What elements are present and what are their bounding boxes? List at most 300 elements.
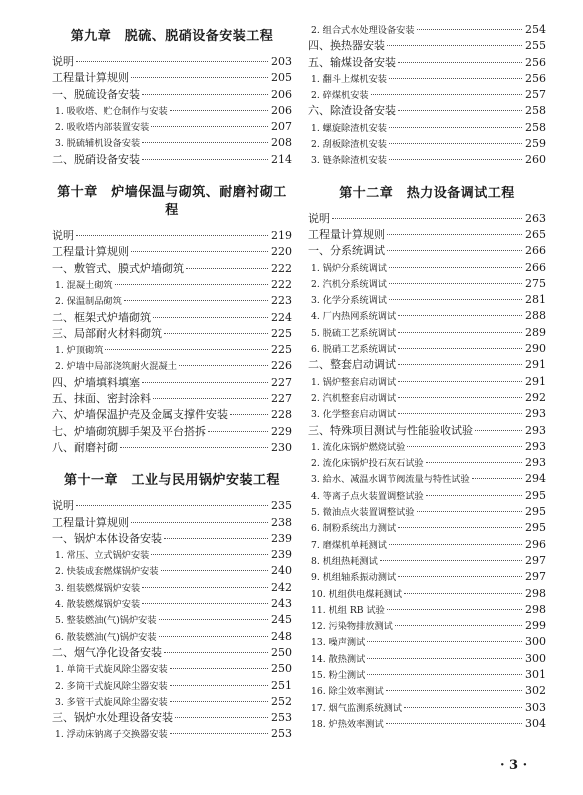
entry-page-number: 297 (525, 553, 546, 567)
chapter-spacer (52, 168, 292, 178)
dot-leader (417, 511, 522, 512)
dot-leader (398, 332, 522, 333)
dot-leader (76, 235, 268, 236)
toc-subentry[interactable] (308, 471, 546, 487)
dot-leader (142, 142, 268, 143)
toc-entry[interactable] (308, 227, 546, 243)
entry-page-number: 300 (525, 635, 546, 649)
toc-subentry[interactable] (308, 406, 546, 422)
dot-leader (380, 560, 522, 561)
dot-leader (76, 61, 268, 62)
entry-page-number: 260 (525, 153, 546, 167)
dot-leader (398, 413, 522, 414)
dot-leader (164, 538, 268, 539)
dot-leader (389, 544, 522, 545)
entry-title: 1. 混凝土砌筑 (55, 279, 113, 291)
entry-title: 1. 吸收塔、贮仓制作与安装 (55, 105, 168, 117)
entry-title: 1. 翻斗上煤机安装 (311, 73, 387, 85)
dot-leader (404, 593, 522, 594)
entry-page-number: 206 (271, 103, 292, 117)
entry-page-number: 301 (525, 667, 546, 681)
dot-leader (367, 674, 522, 675)
entry-title: 说明 (52, 55, 74, 68)
entry-page-number: 223 (271, 294, 292, 308)
toc-subentry[interactable] (52, 277, 292, 293)
entry-page-number: 297 (525, 570, 546, 584)
dot-leader (426, 495, 522, 496)
entry-page-number: 257 (525, 88, 546, 102)
toc-subentry[interactable] (52, 342, 292, 358)
dot-leader (208, 431, 268, 432)
entry-title: 14. 散热测试 (311, 653, 366, 665)
entry-title: 6. 脱硝工艺系统调试 (311, 344, 397, 356)
toc-entry[interactable] (52, 261, 292, 277)
toc-entry[interactable] (52, 54, 292, 70)
entry-page-number: 251 (271, 678, 292, 692)
toc-subentry[interactable] (308, 586, 546, 602)
dot-leader (142, 382, 268, 383)
dot-leader (170, 110, 268, 111)
entry-title: 3. 化学分系统调试 (311, 295, 387, 307)
entry-page-number: 256 (525, 71, 546, 85)
entry-title: 2. 吸收塔内部装置安装 (55, 122, 150, 134)
chapter-spacer (52, 456, 292, 466)
entry-page-number: 203 (271, 55, 292, 68)
dot-leader (389, 267, 522, 268)
entry-page-number: 255 (525, 39, 546, 53)
toc-subentry[interactable] (52, 661, 292, 677)
dot-leader (120, 447, 268, 448)
entry-title: 2. 保温制品砌筑 (55, 296, 122, 308)
dot-leader (142, 603, 268, 604)
dot-leader (367, 658, 522, 659)
chapter-spacer (308, 169, 546, 179)
toc-subentry[interactable] (52, 547, 292, 563)
entry-page-number: 254 (525, 23, 546, 36)
entry-page-number: 293 (525, 456, 546, 470)
toc-entry[interactable] (52, 310, 292, 326)
entry-page-number: 228 (271, 408, 292, 422)
entry-title: 15. 粉尘测试 (311, 669, 366, 681)
dot-leader (153, 398, 268, 399)
entry-title: 2. 汽机整套启动调试 (311, 392, 397, 404)
entry-title: 三、锅炉水处理设备安装 (52, 711, 173, 725)
toc-entry[interactable] (52, 440, 292, 456)
entry-page-number: 293 (525, 439, 546, 453)
entry-page-number: 295 (525, 488, 546, 502)
dot-leader (186, 268, 268, 269)
toc-entry[interactable] (52, 87, 292, 103)
dot-leader (164, 652, 268, 653)
entry-title: 2. 刮板除渣机安装 (311, 139, 387, 151)
entry-title: 二、框架式炉墙砌筑 (52, 310, 151, 324)
dot-leader (472, 478, 522, 479)
entry-page-number: 275 (525, 276, 546, 290)
entry-title: 说明 (308, 211, 330, 225)
dot-leader (170, 733, 268, 734)
toc-entry[interactable] (308, 103, 546, 119)
toc-subentry[interactable] (52, 135, 292, 151)
toc-subentry[interactable] (308, 276, 546, 292)
dot-leader (389, 143, 522, 144)
toc-subentry[interactable] (52, 358, 292, 374)
toc-subentry[interactable] (308, 700, 546, 716)
entry-title: 工程量计算规则 (52, 71, 129, 85)
entry-title: 四、炉墙填料填塞 (52, 375, 140, 389)
dot-leader (404, 707, 522, 708)
entry-page-number: 239 (271, 531, 292, 545)
entry-title: 6. 制粉系统出力测试 (311, 523, 397, 535)
chapter-title: 第十二章 热力设备调试工程 (339, 185, 515, 201)
chapter-title: 第十一章 工业与民用锅炉安装工程 (63, 473, 280, 489)
entry-page-number: 239 (271, 548, 292, 562)
toc-subentry[interactable] (308, 716, 546, 732)
entry-page-number: 245 (271, 613, 292, 627)
dot-leader (371, 94, 522, 95)
entry-page-number: 295 (525, 505, 546, 519)
toc-subentry[interactable] (52, 563, 292, 579)
entry-title: 5. 微油点火装置调整试验 (311, 507, 415, 519)
toc-subentry[interactable] (52, 678, 292, 694)
entry-page-number: 227 (271, 375, 292, 389)
toc-subentry[interactable] (308, 488, 546, 504)
toc-entry[interactable] (52, 375, 292, 391)
entry-page-number: 300 (525, 651, 546, 665)
toc-subentry[interactable] (308, 390, 546, 406)
entry-page-number: 214 (271, 152, 292, 166)
dot-leader (398, 576, 522, 577)
entry-page-number: 222 (271, 277, 292, 291)
dot-leader (387, 234, 522, 235)
toc-subentry[interactable] (52, 694, 292, 710)
entry-page-number: 243 (271, 597, 292, 611)
dot-leader (386, 723, 522, 724)
toc-entry[interactable] (52, 407, 292, 423)
dot-leader (159, 636, 268, 637)
entry-page-number: 222 (271, 261, 292, 275)
entry-title: 10. 机组供电煤耗测试 (311, 588, 403, 600)
dot-leader (398, 62, 522, 63)
dot-leader (398, 110, 522, 111)
entry-title: 1. 单筒干式旋风除尘器安装 (55, 664, 168, 676)
entry-title: 二、整套启动调试 (308, 358, 396, 372)
entry-title: 工程量计算规则 (52, 515, 129, 529)
entry-title: 7. 磨煤机单耗测试 (311, 539, 387, 551)
dot-leader (386, 690, 522, 691)
toc-subentry[interactable] (308, 136, 546, 152)
toc-entry[interactable] (52, 424, 292, 440)
toc-subentry[interactable] (308, 520, 546, 536)
chapter-title: 第十章 炉墙保温与砌筑、耐磨衬砌工程 (57, 185, 287, 219)
entry-page-number: 296 (525, 537, 546, 551)
toc-entry[interactable] (308, 55, 546, 71)
entry-title: 3. 給水、减温水调节阀流量与特性试验 (311, 474, 470, 486)
entry-page-number: 266 (525, 260, 546, 274)
dot-leader (175, 717, 268, 718)
dot-leader (398, 315, 522, 316)
toc-subentry[interactable] (52, 612, 292, 628)
entry-title: 12. 污染物排放测试 (311, 621, 393, 633)
entry-page-number: 253 (271, 711, 292, 725)
entry-page-number: 225 (271, 326, 292, 340)
entry-page-number: 224 (271, 310, 292, 324)
chapter-title: 第九章 脱硫、脱硝设备安装工程 (70, 29, 274, 44)
entry-title: 工程量计算规则 (52, 245, 129, 259)
entry-page-number: 288 (525, 309, 546, 323)
entry-page-number: 252 (271, 694, 292, 708)
entry-page-number: 208 (271, 136, 292, 150)
dot-leader (159, 619, 268, 620)
entry-page-number: 256 (525, 55, 546, 69)
toc-subentry[interactable] (308, 22, 546, 38)
entry-title: 1. 炉顶砌筑 (55, 345, 104, 357)
dot-leader (398, 397, 522, 398)
dot-leader (426, 462, 522, 463)
entry-page-number: 293 (525, 407, 546, 421)
dot-leader (475, 430, 522, 431)
dot-leader (398, 527, 522, 528)
entry-title: 3. 多管干式旋风除尘器安装 (55, 696, 168, 708)
dot-leader (142, 159, 268, 160)
dot-leader (389, 78, 522, 79)
entry-title: 2. 组合式水处理设备安装 (311, 25, 415, 36)
toc-entry[interactable] (52, 498, 292, 514)
toc-subentry[interactable] (308, 341, 546, 357)
toc-subentry[interactable] (52, 726, 292, 742)
toc-subentry[interactable] (308, 569, 546, 585)
entry-page-number: 266 (525, 244, 546, 258)
entry-title: 说明 (52, 499, 74, 513)
entry-page-number: 250 (271, 645, 292, 659)
toc-subentry[interactable] (308, 455, 546, 471)
dot-leader (387, 45, 522, 46)
entry-page-number: 298 (525, 586, 546, 600)
toc-subentry[interactable] (308, 537, 546, 553)
toc-subentry[interactable] (308, 439, 546, 455)
toc-subentry[interactable] (308, 683, 546, 699)
entry-title: 1. 螺旋除渣机安装 (311, 122, 387, 134)
entry-page-number: 242 (271, 580, 292, 594)
toc-subentry[interactable] (308, 152, 546, 168)
toc-subentry[interactable] (52, 580, 292, 596)
dot-leader (398, 364, 522, 365)
toc-subentry[interactable] (308, 618, 546, 634)
entry-title: 6. 散装燃油(气)锅炉安装 (55, 631, 157, 643)
entry-page-number: 281 (525, 293, 546, 307)
entry-page-number: 293 (525, 423, 546, 437)
entry-page-number: 304 (525, 716, 546, 730)
toc-entry[interactable] (308, 243, 546, 259)
dot-leader (170, 668, 268, 669)
entry-page-number: 248 (271, 629, 292, 643)
toc-subentry[interactable] (52, 119, 292, 135)
entry-title: 16. 除尘效率测试 (311, 686, 384, 698)
dot-leader (170, 701, 268, 702)
dot-leader (332, 218, 522, 219)
toc-subentry[interactable] (308, 71, 546, 87)
entry-title: 2. 汽机分系统调试 (311, 278, 387, 290)
toc-subentry[interactable] (308, 292, 546, 308)
entry-title: 四、换热器安装 (308, 39, 385, 53)
toc-entry[interactable] (308, 38, 546, 54)
entry-title: 五、抹面、密封涂料 (52, 392, 151, 406)
toc-subentry[interactable] (308, 87, 546, 103)
toc-subentry[interactable] (308, 504, 546, 520)
entry-page-number: 291 (525, 374, 546, 388)
entry-title: 六、炉墙保温护壳及金属支撑件安装 (52, 408, 228, 422)
toc-subentry[interactable] (308, 602, 546, 618)
entry-title: 七、炉墙砌筑脚手架及平台搭拆 (52, 424, 206, 438)
entry-page-number: 227 (271, 392, 292, 406)
toc-left-column (52, 22, 292, 743)
toc-entry[interactable] (308, 211, 546, 227)
toc-subentry[interactable] (308, 260, 546, 276)
toc-entry[interactable] (52, 228, 292, 244)
toc-entry[interactable] (52, 531, 292, 547)
entry-title: 一、分系统调试 (308, 244, 385, 258)
entry-title: 八、耐磨衬砌 (52, 440, 118, 454)
toc-subentry[interactable] (52, 103, 292, 119)
entry-page-number: 265 (525, 227, 546, 241)
dot-leader (389, 283, 522, 284)
entry-title: 17. 烟气监测系统测试 (311, 702, 403, 714)
entry-page-number: 230 (271, 440, 292, 454)
entry-page-number: 302 (525, 684, 546, 698)
entry-title: 3. 化学整套启动调试 (311, 409, 397, 421)
entry-title: 2. 多筒干式旋风除尘器安装 (55, 680, 168, 692)
dot-leader (153, 317, 268, 318)
entry-page-number: 291 (525, 358, 546, 372)
dot-leader (115, 284, 268, 285)
entry-page-number: 290 (525, 342, 546, 356)
toc-subentry[interactable] (308, 553, 546, 569)
entry-page-number: 207 (271, 120, 292, 134)
entry-title: 11. 机组 RB 试验 (311, 604, 385, 616)
entry-title: 9. 机组轴系振动测试 (311, 572, 397, 584)
dot-leader (389, 159, 522, 160)
entry-title: 18. 炉热效率测试 (311, 718, 384, 730)
toc-subentry[interactable] (52, 629, 292, 645)
entry-title: 一、脱硫设备安装 (52, 87, 140, 101)
toc-subentry[interactable] (52, 596, 292, 612)
toc-entry[interactable] (308, 423, 546, 439)
entry-title: 4. 厂内热网系统调试 (311, 311, 397, 323)
dot-leader (407, 446, 522, 447)
entry-page-number: 259 (525, 137, 546, 151)
dot-leader (164, 333, 268, 334)
entry-title: 13. 噪声测试 (311, 637, 366, 649)
entry-page-number: 219 (271, 229, 292, 243)
toc-entry[interactable] (52, 515, 292, 531)
entry-title: 2. 碎煤机安装 (311, 90, 369, 102)
entry-title: 1. 流化床锅炉燃烧试验 (311, 441, 406, 453)
entry-title: 2. 快装成套燃煤锅炉安装 (55, 566, 159, 578)
entry-title: 三、特殊项目测试与性能验收试验 (308, 423, 473, 437)
toc-entry[interactable] (52, 70, 292, 86)
entry-page-number: 238 (271, 515, 292, 529)
dot-leader (105, 349, 268, 350)
entry-page-number: 295 (525, 521, 546, 535)
entry-title: 五、输煤设备安装 (308, 55, 396, 69)
entry-title: 三、局部耐火材料砌筑 (52, 326, 162, 340)
toc-entry[interactable] (52, 152, 292, 168)
entry-page-number: 303 (525, 700, 546, 714)
entry-page-number: 205 (271, 71, 292, 85)
toc-subentry[interactable] (308, 634, 546, 650)
entry-title: 3. 链条除渣机安装 (311, 155, 387, 167)
toc-entry[interactable] (52, 391, 292, 407)
dot-leader (170, 685, 268, 686)
entry-page-number: 225 (271, 343, 292, 357)
toc-entry[interactable] (308, 357, 546, 373)
entry-title: 3. 组装燃煤锅炉安装 (55, 582, 141, 594)
dot-leader (389, 127, 522, 128)
toc-subentry[interactable] (308, 308, 546, 324)
entry-page-number: 250 (271, 662, 292, 676)
entry-title: 4. 散装燃煤锅炉安装 (55, 599, 141, 611)
entry-page-number: 226 (271, 359, 292, 373)
dot-leader (417, 29, 522, 30)
toc-subentry[interactable] (308, 374, 546, 390)
toc-entry[interactable] (52, 244, 292, 260)
dot-leader (387, 250, 522, 251)
entry-title: 工程量计算规则 (308, 227, 385, 241)
toc-right-column (308, 22, 546, 732)
dot-leader (398, 348, 522, 349)
toc-subentry[interactable] (308, 651, 546, 667)
entry-title: 1. 锅炉分系统调试 (311, 262, 387, 274)
entry-page-number: 240 (271, 564, 292, 578)
dot-leader (76, 505, 268, 506)
entry-title: 二、烟气净化设备安装 (52, 645, 162, 659)
entry-title: 8. 机组热耗测试 (311, 555, 378, 567)
dot-leader (179, 365, 268, 366)
toc-entry[interactable] (52, 326, 292, 342)
dot-leader (398, 381, 522, 382)
dot-leader (142, 94, 268, 95)
entry-page-number: 289 (525, 325, 546, 339)
entry-title: 1. 锅炉整套启动调试 (311, 376, 397, 388)
dot-leader (131, 77, 268, 78)
page-number: · 3 · (500, 758, 528, 773)
dot-leader (387, 609, 522, 610)
toc-subentry[interactable] (308, 667, 546, 683)
dot-leader (367, 641, 522, 642)
dot-leader (124, 300, 268, 301)
dot-leader (230, 414, 268, 415)
entry-title: 5. 整装燃油(气)锅炉安装 (55, 615, 157, 627)
toc-subentry[interactable] (308, 325, 546, 341)
entry-title: 一、锅炉本体设备安装 (52, 531, 162, 545)
dot-leader (161, 570, 268, 571)
entry-page-number: 263 (525, 211, 546, 225)
toc-subentry[interactable] (52, 293, 292, 309)
entry-page-number: 258 (525, 120, 546, 134)
entry-page-number: 206 (271, 87, 292, 101)
entry-title: 5. 脱硫工艺系统调试 (311, 327, 397, 339)
toc-entry[interactable] (52, 710, 292, 726)
dot-leader (142, 587, 268, 588)
toc-subentry[interactable] (308, 120, 546, 136)
entry-title: 3. 脱硫辅机设备安装 (55, 138, 141, 150)
entry-page-number: 292 (525, 390, 546, 404)
entry-page-number: 220 (271, 245, 292, 259)
entry-title: 4. 等离子点火装置调整试验 (311, 490, 424, 502)
toc-entry[interactable] (52, 645, 292, 661)
dot-leader (131, 251, 268, 252)
dot-leader (131, 522, 268, 523)
entry-title: 1. 常压、立式锅炉安装 (55, 550, 150, 562)
